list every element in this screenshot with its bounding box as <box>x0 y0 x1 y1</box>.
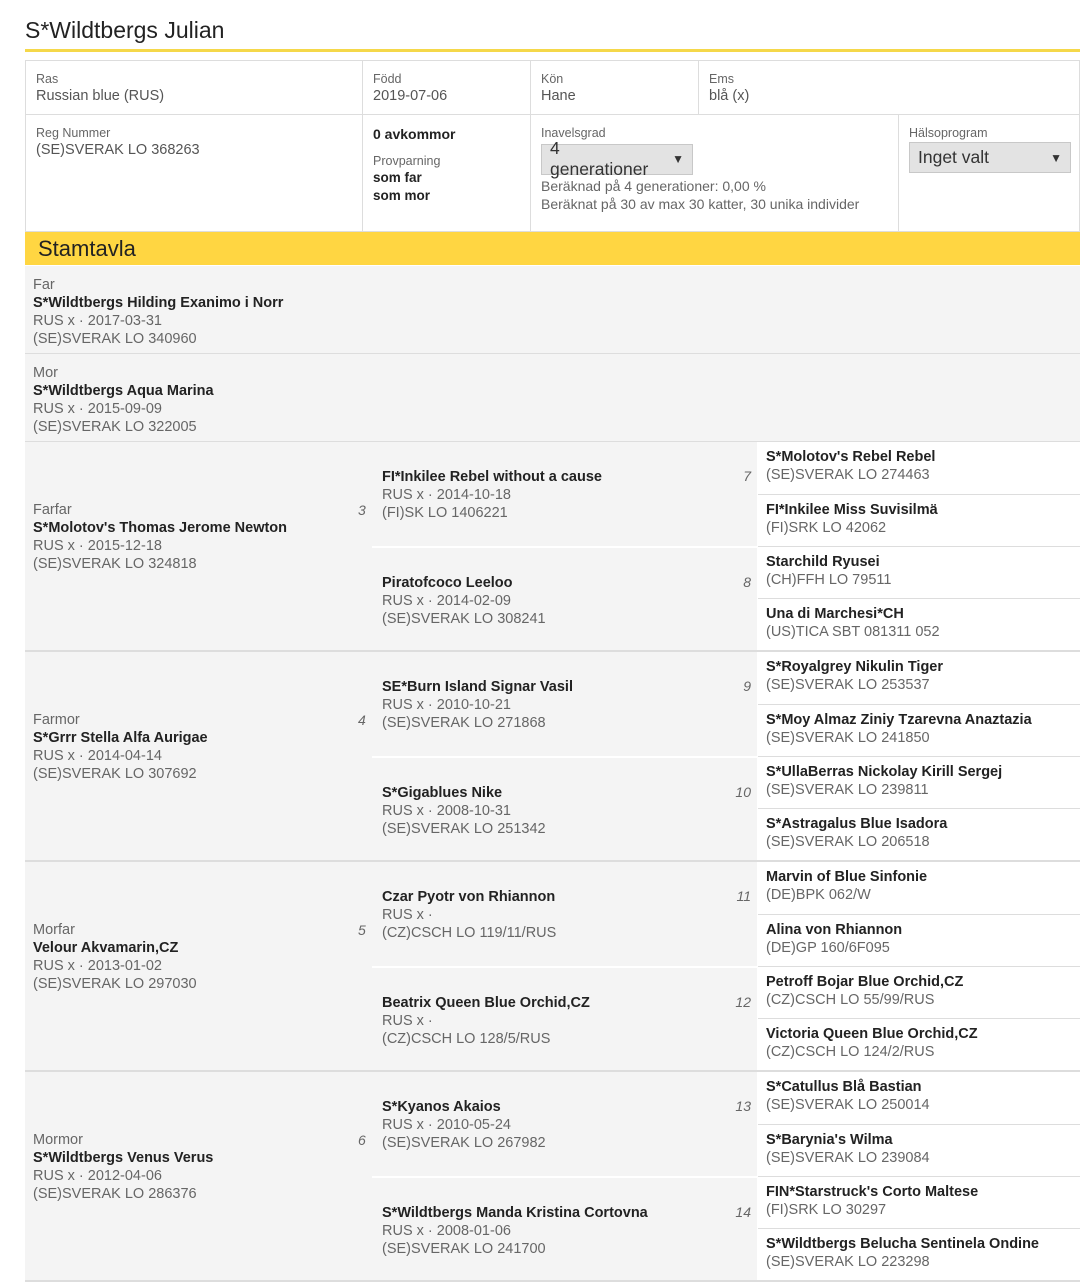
gen4-card[interactable] <box>758 1176 1080 1228</box>
great-grandparent-card[interactable] <box>372 546 757 650</box>
grandparent-reg: (SE)SVERAK LO 286376 <box>33 1186 197 1202</box>
gen4-card[interactable] <box>758 442 1080 494</box>
grandparent-detail: RUS x · 2013-01-02 <box>33 958 162 974</box>
far-reg: (SE)SVERAK LO 340960 <box>33 331 197 347</box>
gen4-name[interactable]: Alina von Rhiannon <box>766 922 903 938</box>
grandparent-number: 5 <box>358 922 366 938</box>
ras-value: Russian blue (RUS) <box>36 88 165 104</box>
pedigree-block-morfar <box>25 862 1080 1072</box>
grandparent-name[interactable]: S*Grrr Stella Alfa Aurigae <box>33 730 208 746</box>
gen4-card[interactable] <box>758 494 1080 546</box>
grandparent-label: Farmor <box>33 712 80 728</box>
grandparent-label: Morfar <box>33 922 75 938</box>
grandparent-name[interactable]: S*Molotov's Thomas Jerome Newton <box>33 520 288 536</box>
mor-label: Mor <box>33 365 58 381</box>
ras-cell <box>26 61 363 114</box>
title-underline <box>25 49 1080 52</box>
pedigree-block-mormor <box>25 1072 1080 1282</box>
fodd-cell <box>363 61 531 114</box>
ems-value: blå (x) <box>709 88 750 104</box>
gen4-name[interactable]: S*Catullus Blå Bastian <box>766 1079 922 1095</box>
gen4-reg: (CH)FFH LO 79511 <box>766 572 892 588</box>
pedigree-block-farmor <box>25 652 1080 862</box>
provparning-som-mor-link[interactable]: som mor <box>373 188 431 203</box>
great-grandparent-name[interactable]: Beatrix Queen Blue Orchid,CZ <box>382 995 590 1011</box>
kon-value: Hane <box>541 88 576 104</box>
great-grandparent-detail: RUS x · <box>382 907 433 923</box>
great-grandparent-detail: RUS x · 2010-10-21 <box>382 697 511 713</box>
great-grandparent-number: 9 <box>743 678 751 694</box>
grandparent-reg: (SE)SVERAK LO 297030 <box>33 976 197 992</box>
great-grandparent-card[interactable] <box>372 966 757 1070</box>
great-grandparent-number: 12 <box>735 994 751 1010</box>
grandparent-label: Mormor <box>33 1132 83 1148</box>
gen4-reg: (SE)SVERAK LO 206518 <box>766 834 930 850</box>
great-grandparent-number: 14 <box>735 1204 751 1220</box>
generations-select-value: 4 generationer <box>550 138 649 179</box>
gen4-name[interactable]: S*Molotov's Rebel Rebel <box>766 449 936 465</box>
gen4-card[interactable] <box>758 808 1080 860</box>
far-detail: RUS x · 2017-03-31 <box>33 313 162 329</box>
gen4-reg: (FI)SRK LO 30297 <box>766 1202 887 1218</box>
gen4-name[interactable]: Marvin of Blue Sinfonie <box>766 869 928 885</box>
great-grandparent-card[interactable] <box>372 1072 757 1176</box>
pedigree-section-header: Stamtavla <box>25 232 1080 265</box>
great-grandparent-name[interactable]: S*Gigablues Nike <box>382 785 503 801</box>
far-label: Far <box>33 277 55 293</box>
inavel-note-2: Beräknat på 30 av max 30 katter, 30 unika individer <box>541 195 860 212</box>
great-grandparent-card[interactable] <box>372 756 757 860</box>
kon-cell <box>531 61 699 114</box>
gen4-card[interactable] <box>758 756 1080 808</box>
great-grandparent-card[interactable] <box>372 442 757 546</box>
gen4-name[interactable]: S*Astragalus Blue Isadora <box>766 816 948 832</box>
grandparent-name[interactable]: Velour Akvamarin,CZ <box>33 940 179 956</box>
gen4-name[interactable]: Victoria Queen Blue Orchid,CZ <box>766 1026 978 1042</box>
fodd-value: 2019-07-06 <box>373 88 448 104</box>
reg-label: Reg Nummer <box>36 126 111 140</box>
grandparent-number: 4 <box>358 712 366 728</box>
great-grandparent-reg: (SE)SVERAK LO 271868 <box>382 715 546 731</box>
mor-card[interactable] <box>25 354 1080 442</box>
great-grandparent-number: 10 <box>735 784 751 800</box>
gen4-name[interactable]: Starchild Ryusei <box>766 554 880 570</box>
inavel-label: Inavelsgrad <box>541 126 606 140</box>
gen4-name[interactable]: S*Wildtbergs Belucha Sentinela Ondine <box>766 1236 1040 1252</box>
gen4-reg: (FI)SRK LO 42062 <box>766 520 887 536</box>
gen4-card[interactable] <box>758 652 1080 704</box>
gen4-card[interactable] <box>758 966 1080 1018</box>
great-grandparent-name[interactable]: FI*Inkilee Rebel without a cause <box>382 469 602 485</box>
gen4-reg: (SE)SVERAK LO 274463 <box>766 467 930 483</box>
gen4-name[interactable]: Una di Marchesi*CH <box>766 606 904 622</box>
grandparent-label: Farfar <box>33 502 72 518</box>
gen4-card[interactable] <box>758 914 1080 966</box>
grandparent-reg: (SE)SVERAK LO 307692 <box>33 766 197 782</box>
grandparent-card[interactable] <box>25 1072 372 1280</box>
great-grandparent-reg: (SE)SVERAK LO 241700 <box>382 1241 546 1257</box>
far-name[interactable]: S*Wildtbergs Hilding Exanimo i Norr <box>33 295 284 311</box>
ems-cell <box>699 61 1080 114</box>
gen4-name[interactable]: FIN*Starstruck's Corto Maltese <box>766 1184 979 1200</box>
ems-label: Ems <box>709 72 734 86</box>
great-grandparent-number: 11 <box>736 888 751 904</box>
gen4-card[interactable] <box>758 598 1080 650</box>
grandparent-number: 3 <box>358 502 366 518</box>
gen4-card[interactable] <box>758 704 1080 756</box>
great-grandparent-number: 8 <box>743 574 751 590</box>
generations-select[interactable] <box>541 138 693 179</box>
inavel-cell <box>531 115 899 231</box>
great-grandparent-detail: RUS x · 2008-10-31 <box>382 803 511 819</box>
grandparent-card[interactable] <box>25 862 372 1070</box>
great-grandparent-detail: RUS x · <box>382 1013 433 1029</box>
health-program-select[interactable] <box>909 142 1071 173</box>
gen4-card[interactable] <box>758 1018 1080 1070</box>
mor-reg: (SE)SVERAK LO 322005 <box>33 419 197 435</box>
great-grandparent-name[interactable]: Piratofcoco Leeloo <box>382 575 513 591</box>
provparning-som-far-link[interactable]: som far <box>373 170 422 185</box>
gen4-card[interactable] <box>758 1072 1080 1124</box>
grandparent-detail: RUS x · 2012-04-06 <box>33 1168 162 1184</box>
reg-cell <box>26 115 363 231</box>
gen4-name[interactable]: S*Barynia's Wilma <box>766 1132 893 1148</box>
grandparent-reg: (SE)SVERAK LO 324818 <box>33 556 197 572</box>
gen4-reg: (US)TICA SBT 081311 052 <box>766 624 940 640</box>
gen4-reg: (SE)SVERAK LO 241850 <box>766 730 930 746</box>
great-grandparent-number: 7 <box>743 468 751 484</box>
offspring-cell <box>363 115 531 231</box>
gen4-name[interactable]: S*Moy Almaz Ziniy Tzarevna Anaztazia <box>766 712 1032 728</box>
gen4-name[interactable]: S*UllaBerras Nickolay Kirill Sergej <box>766 764 1003 780</box>
gen4-reg: (SE)SVERAK LO 239084 <box>766 1150 930 1166</box>
great-grandparent-reg: (SE)SVERAK LO 308241 <box>382 611 546 627</box>
grandparent-detail: RUS x · 2014-04-14 <box>33 748 162 764</box>
gen4-name[interactable]: FI*Inkilee Miss Suvisilmä <box>766 502 938 518</box>
offspring-count[interactable]: 0 avkommor <box>373 126 456 142</box>
page-title: S*Wildtbergs Julian <box>25 17 225 43</box>
halso-label: Hälsoprogram <box>909 126 988 140</box>
dropdown-arrow-icon: ▼ <box>1050 150 1062 165</box>
great-grandparent-detail: RUS x · 2014-02-09 <box>382 593 511 609</box>
gen4-reg: (DE)BPK 062/W <box>766 887 871 903</box>
great-grandparent-reg: (SE)SVERAK LO 267982 <box>382 1135 546 1151</box>
great-grandparent-reg: (SE)SVERAK LO 251342 <box>382 821 546 837</box>
gen4-card[interactable] <box>758 546 1080 598</box>
mor-name[interactable]: S*Wildtbergs Aqua Marina <box>33 383 214 399</box>
cat-info-table <box>25 60 1080 232</box>
great-grandparent-card[interactable] <box>372 652 757 756</box>
grandparent-name[interactable]: S*Wildtbergs Venus Verus <box>33 1150 214 1166</box>
gen4-reg: (SE)SVERAK LO 239811 <box>766 782 929 798</box>
great-grandparent-detail: RUS x · 2010-05-24 <box>382 1117 511 1133</box>
grandparent-detail: RUS x · 2015-12-18 <box>33 538 162 554</box>
grandparent-card[interactable] <box>25 442 372 650</box>
gen4-reg: (SE)SVERAK LO 223298 <box>766 1254 930 1270</box>
great-grandparent-card[interactable] <box>372 862 757 966</box>
gen4-reg: (SE)SVERAK LO 250014 <box>766 1097 930 1113</box>
far-card[interactable] <box>25 266 1080 354</box>
great-grandparent-detail: RUS x · 2008-01-06 <box>382 1223 511 1239</box>
great-grandparent-card[interactable] <box>372 1176 757 1280</box>
gen4-reg: (CZ)CSCH LO 124/2/RUS <box>766 1044 935 1060</box>
great-grandparent-name[interactable]: SE*Burn Island Signar Vasil <box>382 679 573 695</box>
health-program-select-value: Inget valt <box>918 147 990 167</box>
great-grandparent-reg: (CZ)CSCH LO 119/11/RUS <box>382 925 557 941</box>
fodd-label: Född <box>373 72 402 86</box>
gen4-reg: (DE)GP 160/6F095 <box>766 940 890 956</box>
great-grandparent-name[interactable]: S*Kyanos Akaios <box>382 1099 501 1115</box>
gen4-card[interactable] <box>758 1228 1080 1280</box>
great-grandparent-name[interactable]: Czar Pyotr von Rhiannon <box>382 889 556 905</box>
gen4-reg: (SE)SVERAK LO 253537 <box>766 677 930 693</box>
ras-label: Ras <box>36 72 59 86</box>
mor-detail: RUS x · 2015-09-09 <box>33 401 162 417</box>
halso-cell <box>899 115 1080 231</box>
great-grandparent-detail: RUS x · 2014-10-18 <box>382 487 511 503</box>
gen4-name[interactable]: S*Royalgrey Nikulin Tiger <box>766 659 944 675</box>
pedigree-block-farfar <box>25 442 1080 652</box>
great-grandparent-number: 13 <box>735 1098 751 1114</box>
provparning-label: Provparning <box>373 154 441 168</box>
gen4-name[interactable]: Petroff Bojar Blue Orchid,CZ <box>766 974 964 990</box>
inavel-note-1: Beräknad på 4 generationer: 0,00 % <box>541 177 766 194</box>
grandparent-number: 6 <box>358 1132 366 1148</box>
great-grandparent-name[interactable]: S*Wildtbergs Manda Kristina Cortovna <box>382 1205 648 1221</box>
reg-value: (SE)SVERAK LO 368263 <box>36 142 200 158</box>
kon-label: Kön <box>541 72 564 86</box>
gen4-card[interactable] <box>758 862 1080 914</box>
grandparent-card[interactable] <box>25 652 372 860</box>
dropdown-arrow-icon: ▼ <box>672 152 684 166</box>
great-grandparent-reg: (FI)SK LO 1406221 <box>382 505 508 521</box>
gen4-card[interactable] <box>758 1124 1080 1176</box>
great-grandparent-reg: (CZ)CSCH LO 128/5/RUS <box>382 1031 551 1047</box>
gen4-reg: (CZ)CSCH LO 55/99/RUS <box>766 992 935 1008</box>
